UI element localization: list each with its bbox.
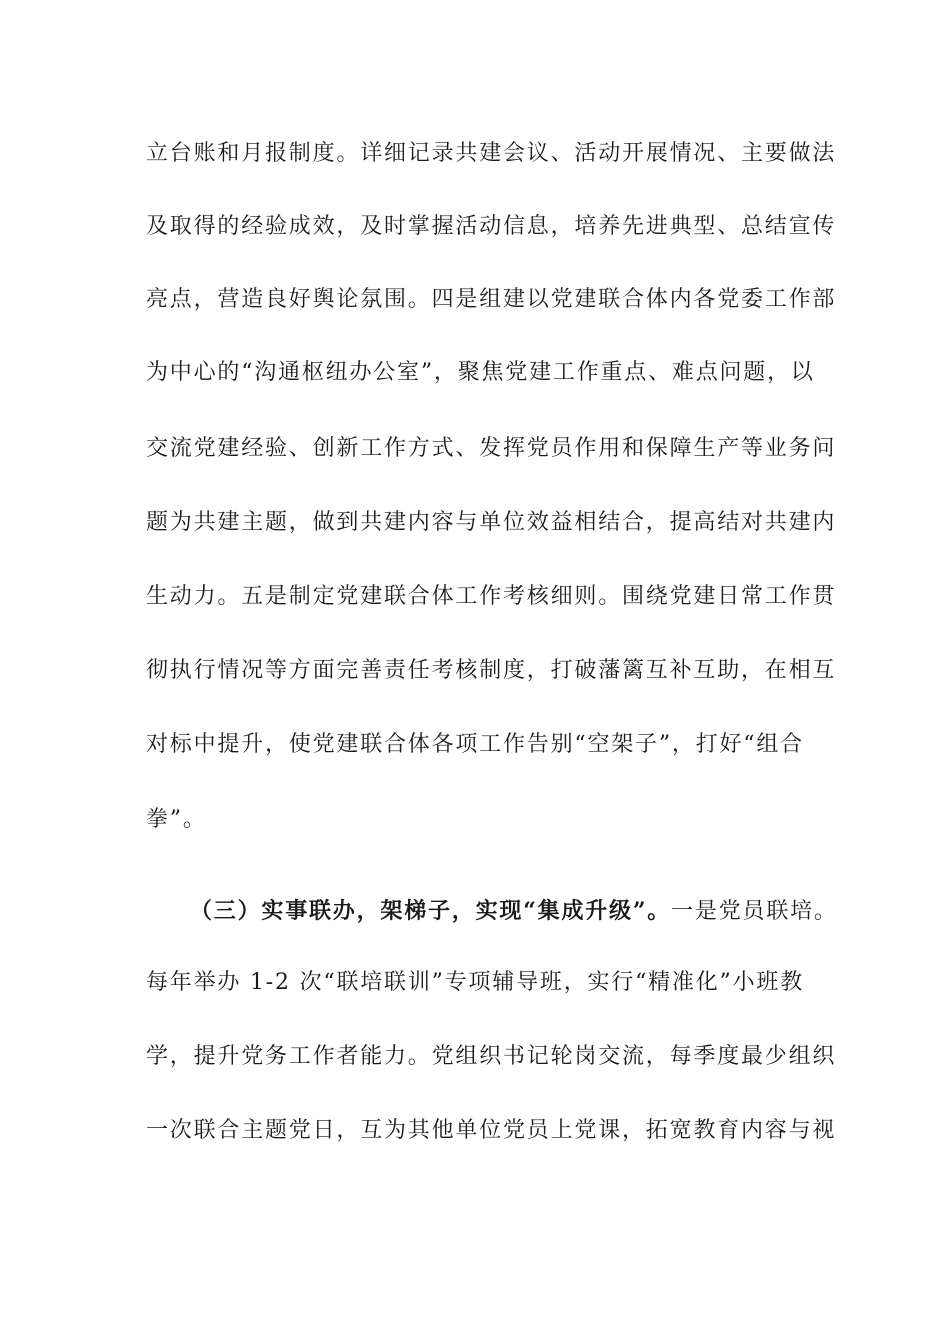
- body-text-line: 及取得的经验成效，及时掌握活动信息，培养先进典型、总结宣传: [146, 214, 837, 239]
- body-text-line: 交流党建经验、创新工作方式、发挥党员作用和保障生产等业务问: [146, 436, 837, 461]
- body-text-line: 彻执行情况等方面完善责任考核制度，打破藩篱互补互助，在相互: [146, 658, 837, 683]
- body-text-line: 立台账和月报制度。详细记录共建会议、活动开展情况、主要做法: [146, 141, 837, 166]
- body-text-line: 拳”。: [146, 807, 207, 832]
- body-text-line: 每年举办 1-2 次“联培联训”专项辅导班，实行“精准化”小班教: [146, 970, 805, 995]
- body-text-line: 亮点，营造良好舆论氛围。四是组建以党建联合体内各党委工作部: [146, 287, 837, 312]
- body-text-line: 对标中提升，使党建联合体各项工作告别“空架子”，打好“组合: [146, 732, 804, 757]
- section-heading-line: [190, 896, 838, 927]
- body-text-line: 为中心的“沟通枢纽办公室”，聚焦党建工作重点、难点问题，以: [146, 360, 815, 385]
- section-lead-text: 一是党员联培。: [671, 899, 838, 924]
- body-text-line: 学，提升党务工作者能力。党组织书记轮岗交流，每季度最少组织: [146, 1044, 837, 1069]
- section-heading: （三）实事联办，架梯子，实现“集成升级”。: [190, 898, 672, 924]
- body-text-line: 一次联合主题党日，互为其他单位党员上党课，拓宽教育内容与视: [146, 1118, 837, 1143]
- body-text-line: 生动力。五是制定党建联合体工作考核细则。围绕党建日常工作贯: [146, 584, 837, 609]
- body-text-line: 题为共建主题，做到共建内容与单位效益相结合，提高结对共建内: [146, 510, 837, 535]
